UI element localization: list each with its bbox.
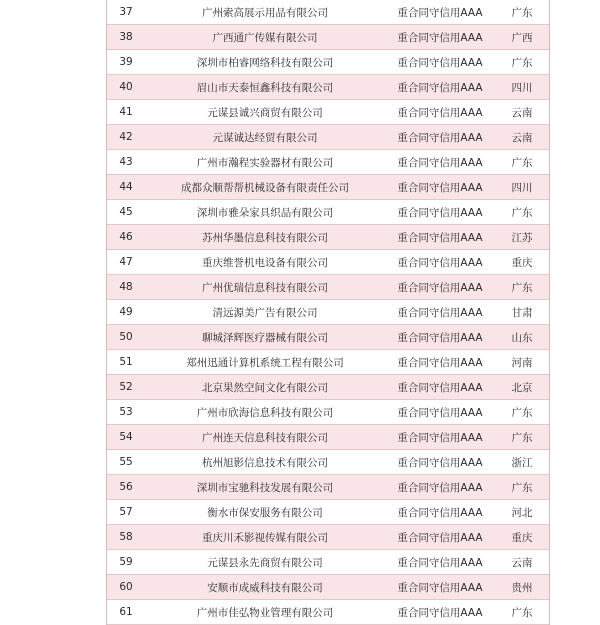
row-number: 44 <box>107 175 145 200</box>
province: 江苏 <box>495 225 549 250</box>
credit-rating: 重合同守信用AAA <box>385 350 495 375</box>
credit-rating: 重合同守信用AAA <box>385 575 495 600</box>
company-name: 成都众顺帮帮机械设备有限责任公司 <box>145 175 385 200</box>
company-name: 广州市欣海信息科技有限公司 <box>145 400 385 425</box>
company-name: 清远源美广告有限公司 <box>145 300 385 325</box>
row-number: 61 <box>107 600 145 625</box>
row-number: 51 <box>107 350 145 375</box>
table-row <box>107 400 549 425</box>
row-number: 60 <box>107 575 145 600</box>
table-row <box>107 550 549 575</box>
company-name: 郑州迅通计算机系统工程有限公司 <box>145 350 385 375</box>
company-name: 元谋县诚兴商贸有限公司 <box>145 100 385 125</box>
credit-rating: 重合同守信用AAA <box>385 500 495 525</box>
company-name: 广州市佳弘物业管理有限公司 <box>145 600 385 625</box>
table-row <box>107 375 549 400</box>
row-number: 54 <box>107 425 145 450</box>
credit-rating: 重合同守信用AAA <box>385 325 495 350</box>
table-row <box>107 0 549 25</box>
province: 重庆 <box>495 525 549 550</box>
province: 甘肃 <box>495 300 549 325</box>
company-name: 苏州华墨信息科技有限公司 <box>145 225 385 250</box>
company-name: 深圳市宝驰科技发展有限公司 <box>145 475 385 500</box>
row-number: 38 <box>107 25 145 50</box>
table-row <box>107 50 549 75</box>
row-number: 48 <box>107 275 145 300</box>
credit-rating: 重合同守信用AAA <box>385 425 495 450</box>
credit-rating: 重合同守信用AAA <box>385 600 495 625</box>
credit-rating: 重合同守信用AAA <box>385 450 495 475</box>
table-row <box>107 100 549 125</box>
credit-rating: 重合同守信用AAA <box>385 300 495 325</box>
credit-rating: 重合同守信用AAA <box>385 375 495 400</box>
province: 广东 <box>495 475 549 500</box>
province: 山东 <box>495 325 549 350</box>
table-row <box>107 225 549 250</box>
company-name: 广州优瑞信息科技有限公司 <box>145 275 385 300</box>
row-number: 40 <box>107 75 145 100</box>
table-row <box>107 250 549 275</box>
province: 重庆 <box>495 250 549 275</box>
row-number: 52 <box>107 375 145 400</box>
table-row <box>107 300 549 325</box>
province: 浙江 <box>495 450 549 475</box>
province: 广东 <box>495 200 549 225</box>
table-row <box>107 25 549 50</box>
row-number: 50 <box>107 325 145 350</box>
province: 广东 <box>495 400 549 425</box>
company-name: 广州索高展示用品有限公司 <box>145 0 385 25</box>
table-row <box>107 175 549 200</box>
province: 广西 <box>495 25 549 50</box>
credit-rating: 重合同守信用AAA <box>385 475 495 500</box>
province: 广东 <box>495 50 549 75</box>
row-number: 47 <box>107 250 145 275</box>
table-row <box>107 75 549 100</box>
province: 四川 <box>495 75 549 100</box>
table-body <box>107 0 549 625</box>
table-row <box>107 125 549 150</box>
company-name: 广西通广传媒有限公司 <box>145 25 385 50</box>
province: 广东 <box>495 0 549 25</box>
credit-rating: 重合同守信用AAA <box>385 100 495 125</box>
company-name: 北京果然空间文化有限公司 <box>145 375 385 400</box>
province: 河南 <box>495 350 549 375</box>
province: 广东 <box>495 150 549 175</box>
province: 广东 <box>495 425 549 450</box>
row-number: 53 <box>107 400 145 425</box>
company-name: 深圳市雅朵家具织品有限公司 <box>145 200 385 225</box>
credit-rating: 重合同守信用AAA <box>385 550 495 575</box>
row-number: 56 <box>107 475 145 500</box>
row-number: 45 <box>107 200 145 225</box>
province: 云南 <box>495 100 549 125</box>
company-name: 广州市瀚程实验器材有限公司 <box>145 150 385 175</box>
province: 广东 <box>495 600 549 625</box>
row-number: 41 <box>107 100 145 125</box>
credit-rating: 重合同守信用AAA <box>385 125 495 150</box>
row-number: 59 <box>107 550 145 575</box>
row-number: 37 <box>107 0 145 25</box>
province: 云南 <box>495 550 549 575</box>
province: 贵州 <box>495 575 549 600</box>
province: 云南 <box>495 125 549 150</box>
province: 广东 <box>495 275 549 300</box>
table-row <box>107 150 549 175</box>
row-number: 43 <box>107 150 145 175</box>
credit-rating: 重合同守信用AAA <box>385 400 495 425</box>
table-row <box>107 200 549 225</box>
company-name: 衡水市保安服务有限公司 <box>145 500 385 525</box>
company-name: 安顺市成威科技有限公司 <box>145 575 385 600</box>
credit-rating: 重合同守信用AAA <box>385 75 495 100</box>
credit-table <box>107 0 549 625</box>
company-name: 广州连天信息科技有限公司 <box>145 425 385 450</box>
table-row <box>107 600 549 625</box>
credit-rating: 重合同守信用AAA <box>385 25 495 50</box>
table-row <box>107 475 549 500</box>
table-row <box>107 525 549 550</box>
province: 河北 <box>495 500 549 525</box>
province: 四川 <box>495 175 549 200</box>
row-number: 58 <box>107 525 145 550</box>
row-number: 39 <box>107 50 145 75</box>
credit-table-container <box>106 0 550 625</box>
row-number: 57 <box>107 500 145 525</box>
table-row <box>107 325 549 350</box>
company-name: 眉山市天泰恒鑫科技有限公司 <box>145 75 385 100</box>
credit-rating: 重合同守信用AAA <box>385 525 495 550</box>
credit-rating: 重合同守信用AAA <box>385 50 495 75</box>
credit-rating: 重合同守信用AAA <box>385 275 495 300</box>
province: 北京 <box>495 375 549 400</box>
row-number: 55 <box>107 450 145 475</box>
table-row <box>107 450 549 475</box>
credit-rating: 重合同守信用AAA <box>385 250 495 275</box>
table-row <box>107 500 549 525</box>
company-name: 深圳市柏睿网络科技有限公司 <box>145 50 385 75</box>
table-row <box>107 575 549 600</box>
table-row <box>107 425 549 450</box>
company-name: 杭州旭影信息技术有限公司 <box>145 450 385 475</box>
company-name: 聊城泽辉医疗器械有限公司 <box>145 325 385 350</box>
table-row <box>107 275 549 300</box>
credit-rating: 重合同守信用AAA <box>385 0 495 25</box>
credit-rating: 重合同守信用AAA <box>385 200 495 225</box>
row-number: 46 <box>107 225 145 250</box>
table-row <box>107 350 549 375</box>
company-name: 元谋县永先商贸有限公司 <box>145 550 385 575</box>
credit-rating: 重合同守信用AAA <box>385 225 495 250</box>
credit-rating: 重合同守信用AAA <box>385 175 495 200</box>
credit-rating: 重合同守信用AAA <box>385 150 495 175</box>
company-name: 元谋诚达经贸有限公司 <box>145 125 385 150</box>
row-number: 49 <box>107 300 145 325</box>
company-name: 重庆川禾影视传媒有限公司 <box>145 525 385 550</box>
row-number: 42 <box>107 125 145 150</box>
company-name: 重庆维誉机电设备有限公司 <box>145 250 385 275</box>
